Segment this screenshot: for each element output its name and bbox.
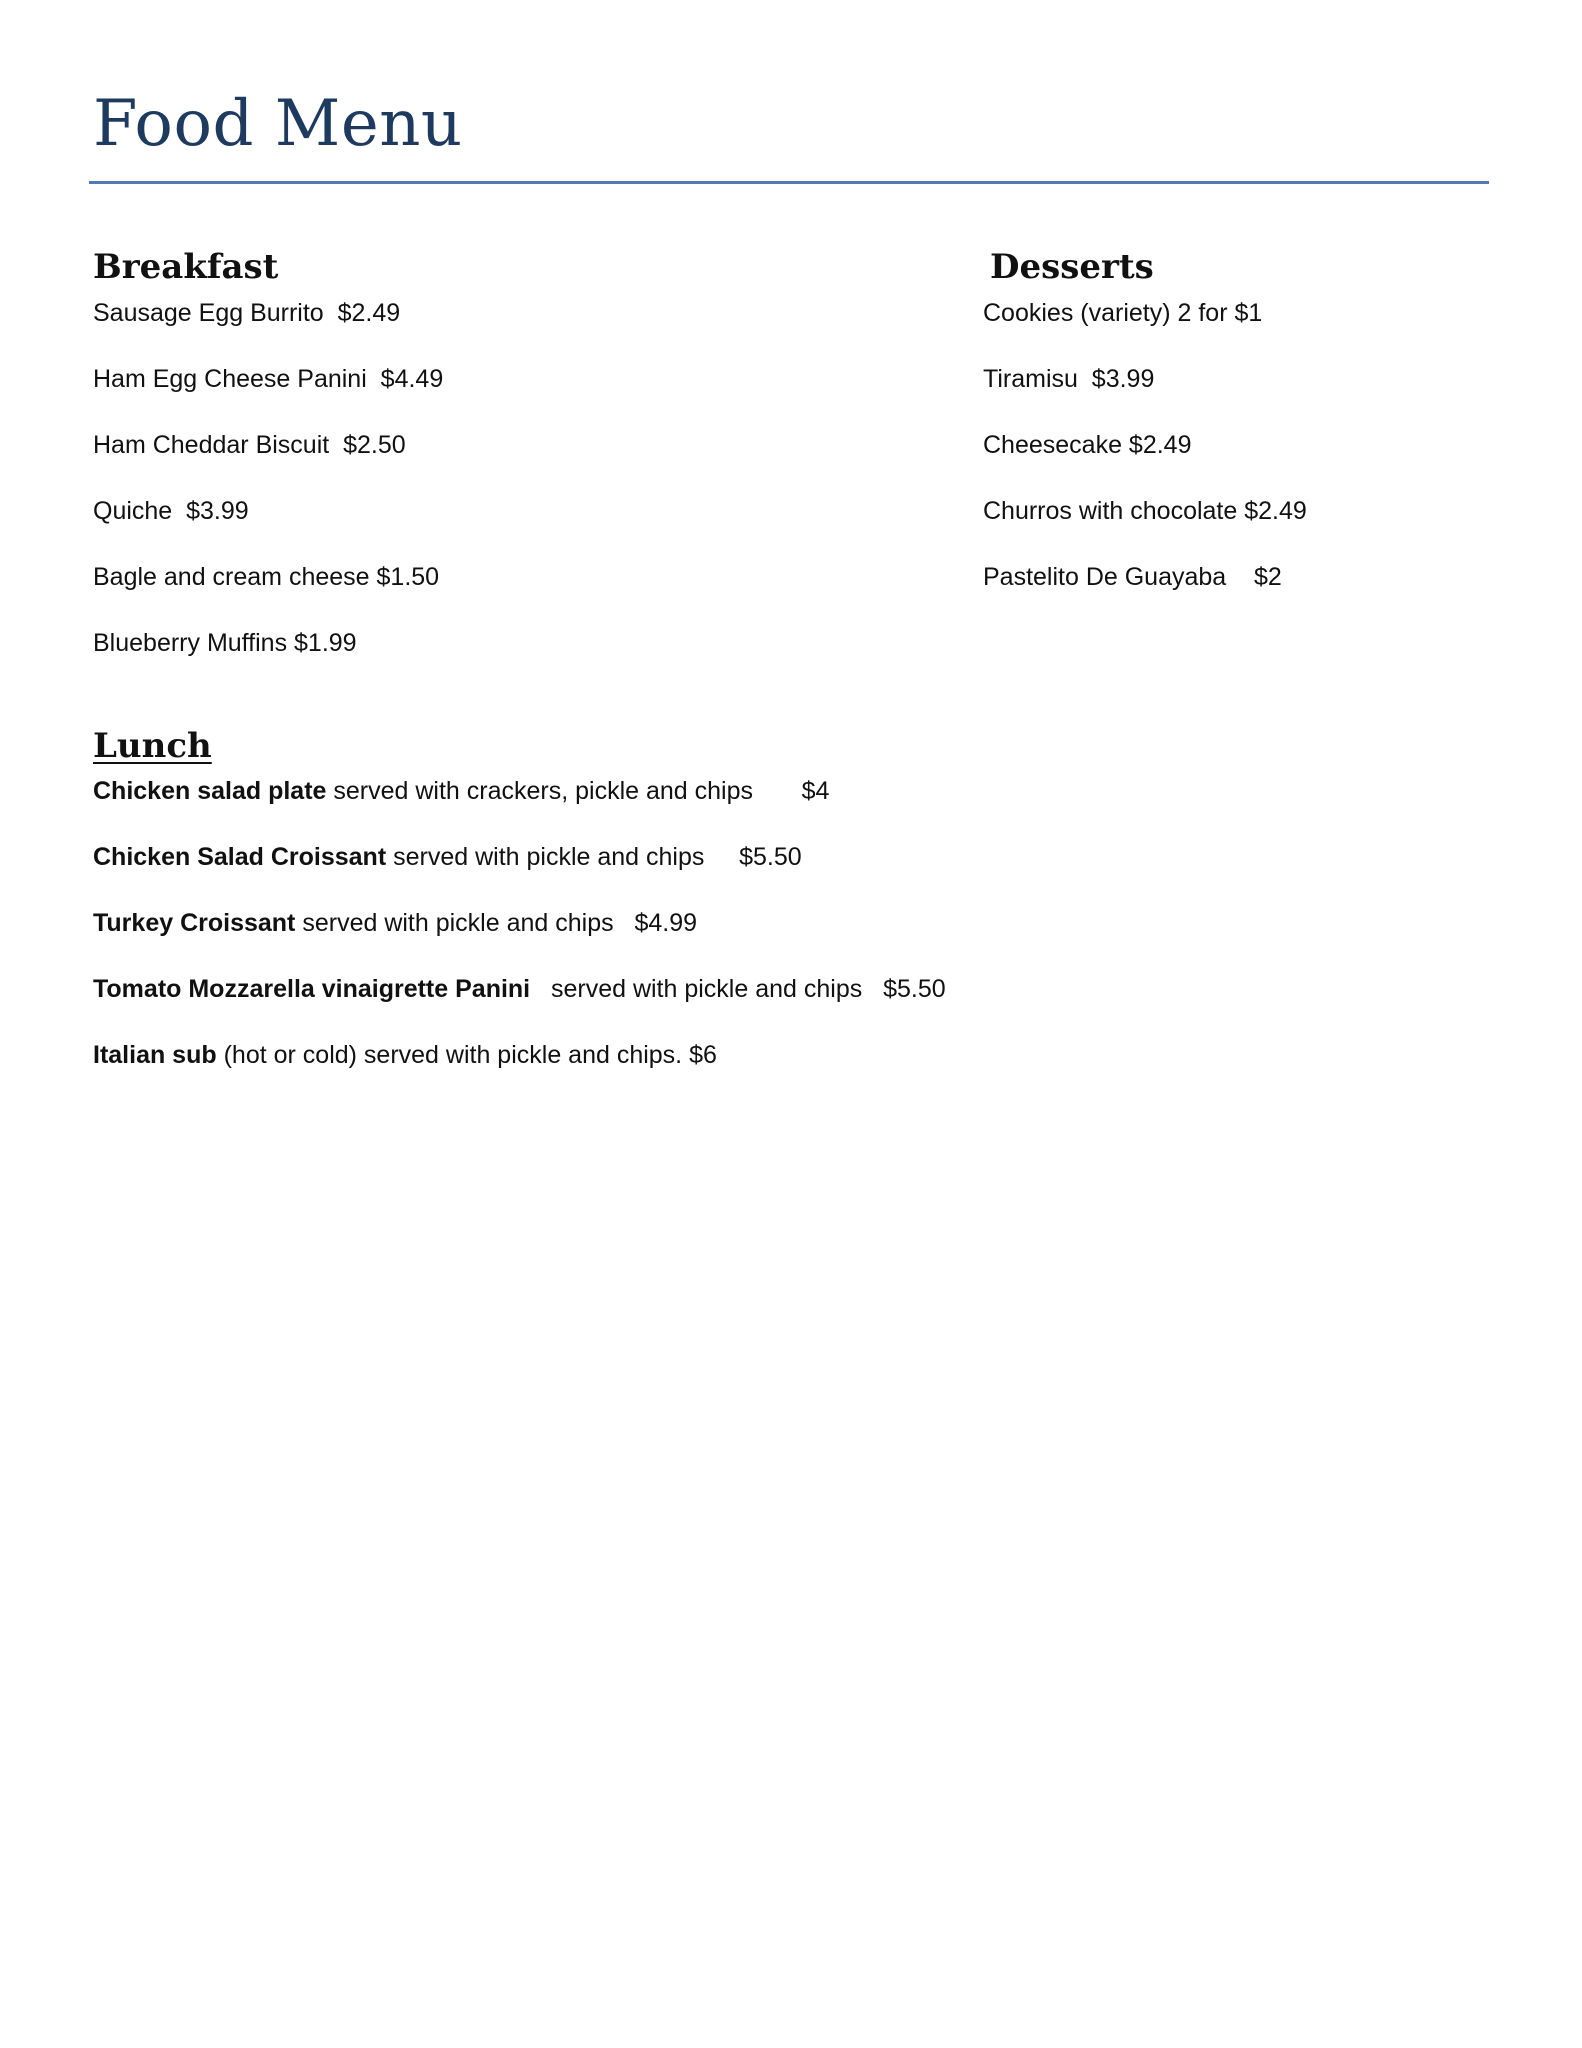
breakfast-item: Sausage Egg Burrito $2.49	[93, 299, 401, 327]
lunch-item	[93, 775, 946, 807]
lunch-item-name: Tomato Mozzarella vinaigrette Panini	[93, 975, 531, 1003]
lunch-item-detail: served with pickle and chips $5.50	[386, 843, 802, 871]
dessert-item: Tiramisu $3.99	[983, 365, 1155, 393]
breakfast-list	[93, 297, 443, 693]
dessert-item: Cheesecake $2.49	[983, 431, 1192, 459]
lunch-item-detail: (hot or cold) served with pickle and chips. $6	[216, 1041, 717, 1069]
dessert-item: Pastelito De Guayaba $2	[983, 563, 1282, 591]
breakfast-heading: Breakfast	[93, 247, 279, 287]
lunch-item-detail: served with pickle and chips $5.50	[530, 975, 946, 1003]
lunch-item-name: Turkey Croissant	[93, 909, 296, 937]
lunch-item	[93, 841, 946, 873]
lunch-item-detail: served with pickle and chips $4.99	[295, 909, 698, 937]
desserts-list	[983, 297, 1307, 627]
dessert-item: Churros with chocolate $2.49	[983, 497, 1307, 525]
breakfast-item: Bagle and cream cheese $1.50	[93, 563, 440, 591]
breakfast-item: Ham Cheddar Biscuit $2.50	[93, 431, 406, 459]
lunch-item-detail: served with crackers, pickle and chips $4	[326, 777, 830, 805]
lunch-item-name: Chicken Salad Croissant	[93, 843, 387, 871]
lunch-item-name: Chicken salad plate	[93, 777, 327, 805]
lunch-item	[93, 1039, 946, 1071]
breakfast-item: Ham Egg Cheese Panini $4.49	[93, 365, 444, 393]
dessert-item: Cookies (variety) 2 for $1	[983, 299, 1263, 327]
desserts-heading: Desserts	[990, 247, 1154, 287]
lunch-heading: Lunch	[93, 726, 212, 766]
page-title: Food Menu	[93, 87, 463, 161]
lunch-item	[93, 907, 946, 939]
breakfast-item: Quiche $3.99	[93, 497, 249, 525]
breakfast-item: Blueberry Muffins $1.99	[93, 629, 357, 657]
lunch-list	[93, 775, 946, 1105]
title-divider	[89, 181, 1489, 184]
lunch-item-name: Italian sub	[93, 1041, 217, 1069]
lunch-item	[93, 973, 946, 1005]
